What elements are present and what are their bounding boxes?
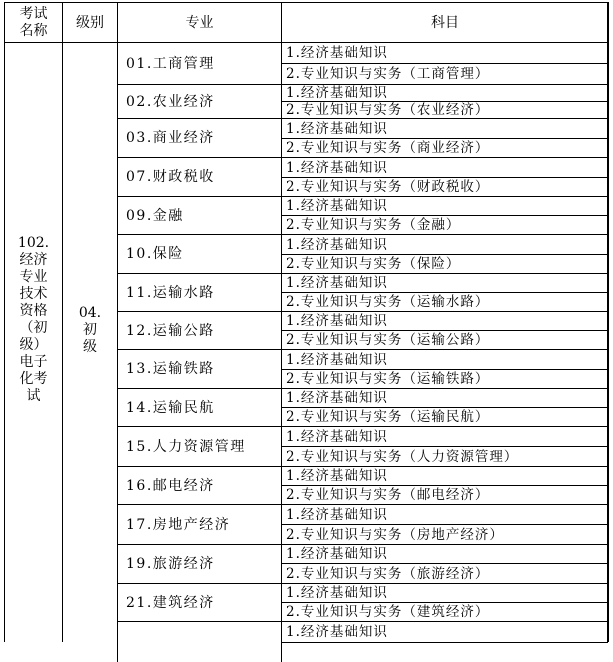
subject-cell-2 — [281, 446, 608, 466]
header-subjects — [281, 2, 608, 42]
subject-2-label: 2.专业知识与实务（邮电经济） — [286, 487, 490, 503]
major-label: 13.运输铁路 — [126, 361, 215, 377]
subject-1-label: 1.经济基础知识 — [286, 390, 388, 406]
subject-1-label: 1.经济基础知识 — [286, 428, 388, 445]
subject-cell-2 — [281, 407, 608, 426]
major-label: 03.商业经济 — [126, 130, 215, 146]
subject-1-label: 1.经济基础知识 — [286, 45, 388, 61]
subject-1-label: 1.经济基础知识 — [286, 120, 388, 137]
major-cell — [117, 349, 281, 388]
subject-1-label: 1.经济基础知识 — [286, 275, 388, 291]
header-level-label: 级别 — [76, 14, 104, 31]
header-exam-name-line2: 名称 — [19, 22, 48, 39]
subject-2-label: 2.专业知识与实务（房地产经济） — [286, 526, 504, 543]
level-cell — [62, 42, 117, 642]
major-cell — [117, 157, 281, 196]
exam-name-line: 试 — [26, 388, 41, 404]
subject-2-label: 2.专业知识与实务（保险） — [286, 256, 461, 272]
exam-name-line: 经济 — [19, 252, 48, 268]
subject-cell-1 — [281, 273, 608, 292]
subject-2-label: 2.专业知识与实务（工商管理） — [286, 66, 490, 82]
subject-cell-2 — [281, 369, 608, 388]
major-label: 09.金融 — [126, 207, 184, 224]
major-label: 14.运输民航 — [126, 399, 215, 416]
subject-cell-2 — [281, 63, 608, 84]
subject-cell-1 — [281, 196, 608, 215]
subject-cell-2 — [281, 254, 608, 273]
major-cell — [117, 583, 281, 621]
major-cell — [117, 504, 281, 544]
subject-cell-2 — [281, 177, 608, 196]
major-cell — [117, 42, 281, 84]
subject-1-label: 1.经济基础知识 — [286, 624, 388, 640]
subject-cell-1 — [281, 388, 608, 407]
subject-cell-1 — [281, 118, 608, 138]
exam-subjects-table — [4, 2, 608, 642]
exam-name-line: 化考 — [19, 371, 48, 387]
major-label: 15.人力资源管理 — [126, 438, 246, 455]
exam-name-cell — [4, 42, 62, 642]
subject-cell-1 — [281, 157, 608, 177]
major-label: 12.运输公路 — [126, 322, 215, 339]
subject-2-label: 2.专业知识与实务（运输水路） — [286, 294, 490, 310]
subject-cell-2 — [281, 642, 608, 662]
level-block — [63, 305, 117, 356]
subject-cell-1 — [281, 311, 608, 330]
major-label: 17.房地产经济 — [126, 516, 231, 533]
header-subjects-label: 科目 — [431, 14, 459, 31]
major-cell — [117, 621, 281, 662]
subject-2-label: 2.专业知识与实务（运输铁路） — [286, 371, 490, 387]
major-cell — [117, 311, 281, 349]
subject-2-label: 2.专业知识与实务（财政税收） — [286, 179, 490, 195]
subject-2-label: 2.专业知识与实务（建筑经济） — [286, 604, 490, 620]
subject-1-label: 1.经济基础知识 — [286, 506, 388, 523]
subject-2-label: 2.专业知识与实务（农业经济） — [286, 102, 490, 118]
subject-cell-1 — [281, 583, 608, 602]
subject-2-label: 2.专业知识与实务（运输公路） — [286, 332, 490, 348]
subject-cell-2 — [281, 215, 608, 234]
subject-1-label: 1.经济基础知识 — [286, 313, 388, 329]
subject-cell-1 — [281, 42, 608, 63]
level-name-line: 级 — [83, 339, 97, 355]
exam-name-line: 专业 — [19, 269, 48, 285]
exam-name-line: 级） — [19, 337, 48, 353]
subject-1-label: 1.经济基础知识 — [286, 85, 388, 101]
subject-2-label: 2.专业知识与实务（金融） — [286, 217, 461, 233]
subject-cell-1 — [281, 84, 608, 101]
subject-cell-2 — [281, 563, 608, 583]
subject-1-label: 1.经济基础知识 — [286, 585, 388, 601]
major-label: 19.旅游经济 — [126, 556, 215, 572]
subject-1-label: 1.经济基础知识 — [286, 198, 388, 214]
subject-cell-2 — [281, 292, 608, 311]
exam-name-line: 技术 — [19, 286, 48, 302]
subject-cell-1 — [281, 544, 608, 563]
subject-cell-1 — [281, 349, 608, 369]
subject-2-label: 2.专业知识与实务（旅游经济） — [286, 565, 490, 582]
header-major-label: 专业 — [185, 14, 214, 31]
header-exam-name — [4, 2, 62, 42]
header-exam-name-line1: 考试 — [19, 5, 48, 22]
subject-2-label: 2.专业知识与实务（运输民航） — [286, 409, 490, 425]
major-label: 02.农业经济 — [126, 93, 215, 110]
subject-1-label: 1.经济基础知识 — [286, 159, 388, 176]
major-label: 16.邮电经济 — [126, 477, 215, 494]
major-label: 21.建筑经济 — [126, 594, 215, 611]
major-cell — [117, 388, 281, 426]
major-cell — [117, 273, 281, 311]
subject-cell-1 — [281, 504, 608, 524]
subject-cell-2 — [281, 330, 608, 349]
exam-name-line: 电子 — [19, 354, 48, 370]
subject-1-label: 1.经济基础知识 — [286, 546, 388, 562]
subject-cell-2 — [281, 602, 608, 621]
subject-2-label: 2.专业知识与实务（人力资源管理） — [286, 448, 519, 465]
subject-cell-1 — [281, 426, 608, 446]
major-cell — [117, 426, 281, 466]
subject-1-label: 1.经济基础知识 — [286, 468, 388, 484]
subject-1-label: 1.经济基础知识 — [286, 351, 388, 368]
exam-name-line: 资格 — [19, 303, 48, 319]
exam-name-line: （初 — [19, 320, 48, 336]
subject-cell-1 — [281, 621, 608, 642]
major-cell — [117, 544, 281, 583]
major-label: 07.财政税收 — [126, 169, 215, 185]
subject-cell-1 — [281, 234, 608, 254]
subject-cell-1 — [281, 466, 608, 485]
major-label: 10.保险 — [126, 246, 184, 262]
major-cell — [117, 466, 281, 504]
subject-cell-2 — [281, 138, 608, 157]
major-cell — [117, 84, 281, 118]
exam-code: 102. — [17, 235, 50, 251]
subject-cell-2 — [281, 485, 608, 504]
major-label: 11.运输水路 — [126, 284, 215, 301]
subject-2-label: 2.专业知识与实务（商业经济） — [286, 140, 490, 156]
major-cell — [117, 196, 281, 234]
header-level — [62, 2, 117, 42]
major-cell — [117, 118, 281, 157]
subject-cell-2 — [281, 101, 608, 118]
table-right-border — [607, 2, 609, 642]
major-cell — [117, 234, 281, 273]
exam-name-block — [5, 235, 62, 405]
major-label: 01.工商管理 — [126, 55, 215, 72]
subject-cell-2 — [281, 524, 608, 544]
level-name-line: 初 — [83, 322, 97, 338]
header-major — [117, 2, 281, 42]
subject-1-label: 1.经济基础知识 — [286, 236, 388, 253]
level-code: 04. — [78, 305, 102, 321]
